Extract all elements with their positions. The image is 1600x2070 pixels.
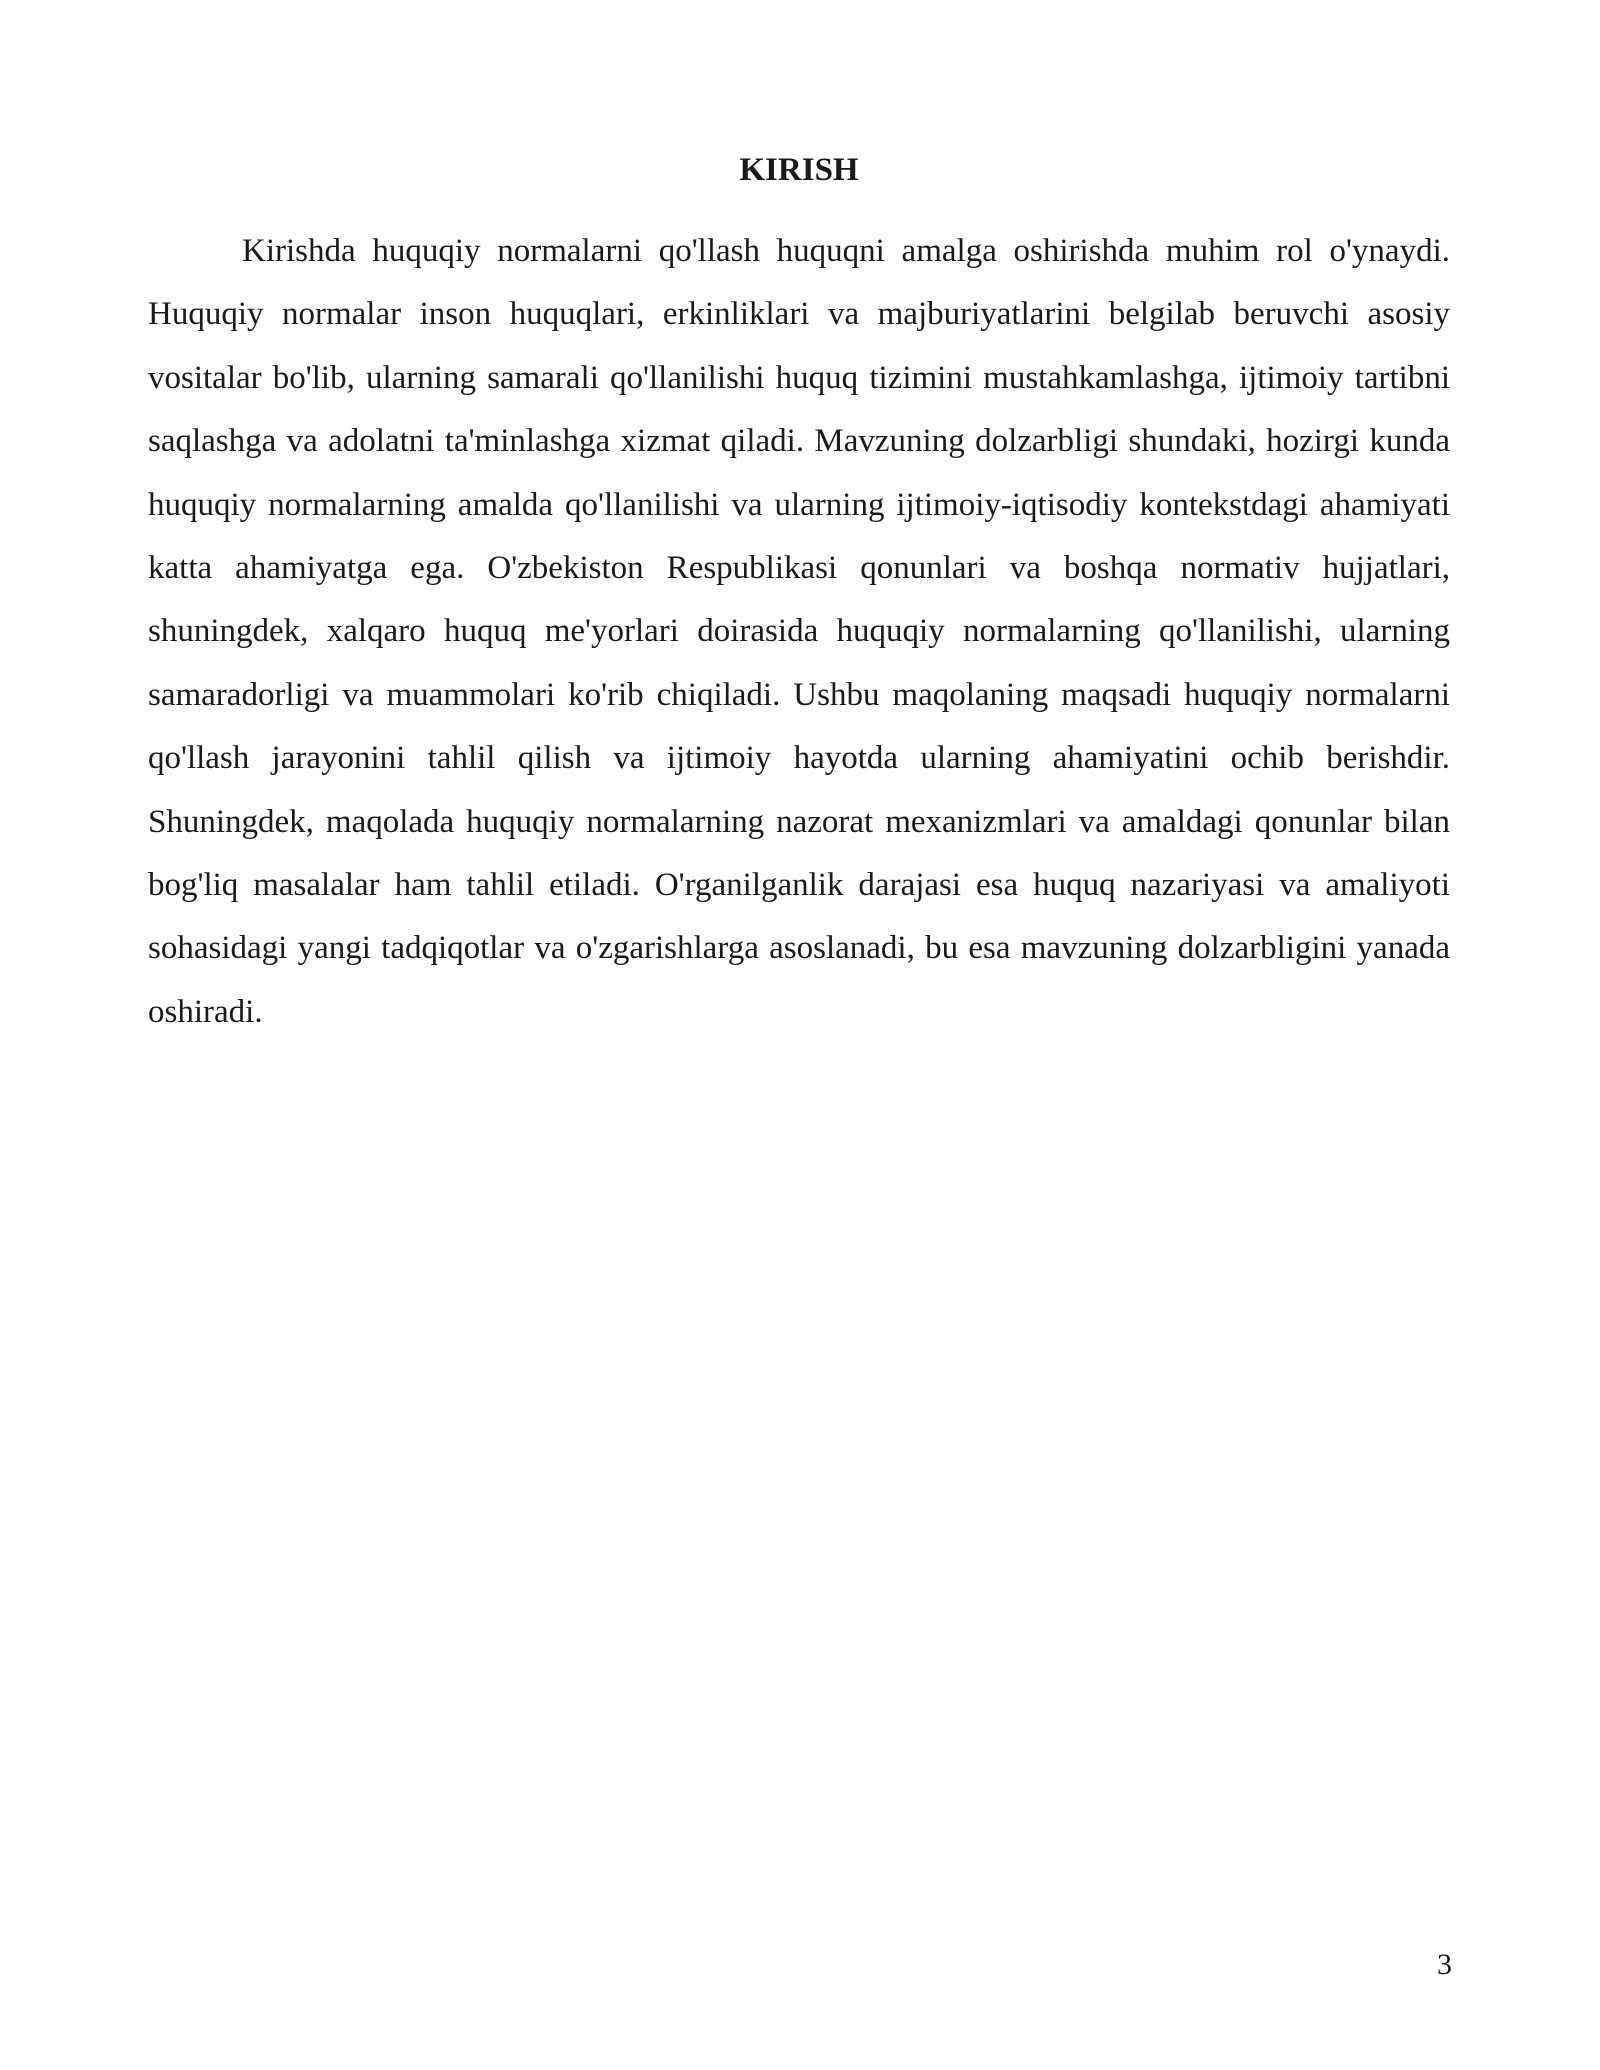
page-number: 3 xyxy=(1437,1948,1452,1981)
body-paragraph: Kirishda huquqiy normalarni qo'llash huquqni amalga oshirishda muhim rol o'ynaydi. Huquqiy normalar inson huquqlari, erkinliklari va majburiyatlarini belgilab beruvchi asosiy vositalar bo'lib, ularning samarali qo'llanilishi huquq tizimini mustahkamlashga, ijtimoiy tartibni saqlashga va adolatni ta'minlashga xizmat qiladi. Mavzuning dolzarbligi shundaki, hozirgi kunda huquqiy normalarning amalda qo'llanilishi va ularning ijtimoiy-iqtisodiy kontekstdagi ahamiyati katta ahamiyatga ega. O'zbekiston Respublikasi qonunlari va boshqa normativ hujjatlari, shuningdek, xalqaro huquq me'yorlari doirasida huquqiy normalarning qo'llanilishi, ularning samaradorligi va muammolari ko'rib chiqiladi. Ushbu maqolaning maqsadi huquqiy normalarni qo'llash jarayonini tahlil qilish va ijtimoiy hayotda ularning ahamiyatini ochib berishdir. Shuningdek, maqolada huquqiy normalarning nazorat mexanizmlari va amaldagi qonunlar bilan bog'liq masalalar ham tahlil etiladi. O'rganilganlik darajasi esa huquq nazariyasi va amaliyoti sohasidagi yangi tadqiqotlar va o'zgarishlarga asoslanadi, bu esa mavzuning dolzarbligini yanada oshiradi. xyxy=(148,233,1450,1030)
section-heading: KIRISH xyxy=(739,152,859,188)
